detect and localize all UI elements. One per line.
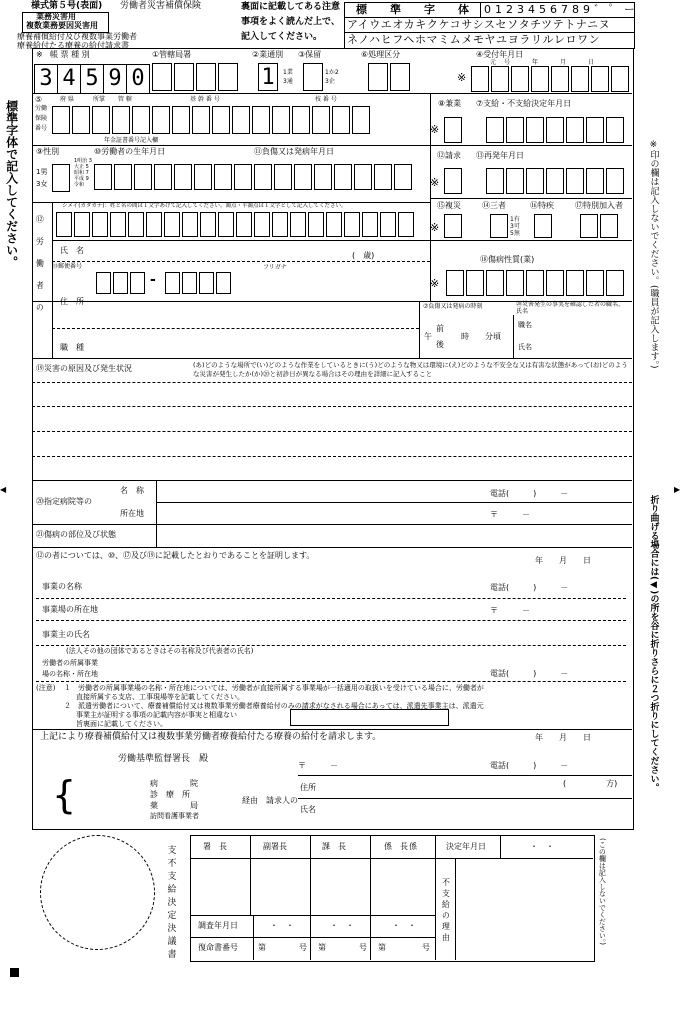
- note-2c: 旨裏面に記載してください。: [76, 720, 167, 728]
- notice-line-2: 事項をよく読んだ上で、: [241, 17, 340, 27]
- fukumei-label: 復命書番号: [198, 943, 238, 952]
- uketsuke-label: ④受付年月日: [476, 50, 524, 59]
- notsu-value-cell[interactable]: 1: [258, 63, 278, 91]
- cert-text: ⑫の者については、⑩、⑰及び⑲に記載したとおりであることを証明します。: [36, 551, 315, 560]
- worker-name-label: 氏 名: [60, 246, 84, 255]
- request-phone: 電話( ) －: [490, 761, 569, 770]
- era-list: 1明治 3大正 5昭和 7平成 9令和: [74, 158, 92, 188]
- kengyo-star: ※: [430, 123, 440, 136]
- corner-mark: [10, 968, 19, 977]
- kengyo-cell[interactable]: [444, 117, 462, 143]
- kengyo-label: ⑧兼業: [438, 99, 462, 108]
- notsu-label: ②業通別: [252, 50, 284, 59]
- col-shoyo: 所掌: [93, 96, 106, 103]
- injury-date-cells[interactable]: [254, 164, 414, 190]
- age-suffix-text: 歳: [363, 251, 372, 260]
- notsu-opt2: 3通: [283, 78, 293, 85]
- note-2-box: [290, 709, 449, 726]
- hoken-label: ③保留: [298, 50, 322, 59]
- uketsuke-star: ※: [457, 71, 467, 84]
- form-number: 様式第５号(表面): [31, 1, 103, 11]
- insurance-row-label-1: 労働: [35, 105, 48, 112]
- decision-side-note: (この欄は記入しないでください。): [598, 838, 607, 945]
- request-keiyu: 経由: [242, 796, 258, 805]
- fold-mark-left: ◀: [0, 485, 7, 494]
- cert-shozoku-1: 労働者の所属事業: [42, 659, 98, 667]
- birth-label: ⑩労働者の生年月日: [94, 147, 166, 156]
- tokutei-label: ⑯特疾: [530, 201, 554, 210]
- note-2b: 事業主が証明する事項の記載内容が事実と相違ない: [76, 711, 237, 719]
- time-ji: 時: [461, 332, 469, 341]
- request-seikyusha-label: 請求人の: [266, 796, 298, 805]
- form-subtitle-2: 療養給付たる療養の給付請求書: [17, 41, 129, 50]
- standard-font-kana-1: アイウエオカキクケコサシスセソタチツテトナニヌ: [347, 18, 611, 31]
- fukumei-dai-3: 第: [378, 943, 386, 952]
- worker-address-label: 住 所: [60, 297, 84, 306]
- uketsuke-cells[interactable]: [471, 66, 631, 92]
- fukusai-star: ※: [430, 221, 440, 234]
- cert-jigyonushi: 事業主の氏名: [42, 630, 90, 639]
- cert-shozoku-phone: 電話( ) －: [490, 669, 569, 678]
- col-kanto: 管 轄: [118, 96, 132, 103]
- confirm-shokumei: 職名: [518, 321, 532, 329]
- cause-desc: (あ)どのような場所で(い)どのような作業をしているときに(う)どのような物又は環境に(え)どのような不安全な又は有害な状態があって(お)どのような災害が発生したか(か)⑳と初診日が異なる場合はその理由を詳細に記入すること: [193, 361, 628, 378]
- decision-col-date: 決定年月日: [446, 842, 486, 851]
- injury-kind-star: ※: [430, 277, 440, 290]
- decision-col-kakaricho: 係 長: [384, 842, 408, 851]
- right-note-star: ※印の欄は記入しないでください。(職員が記入します。): [648, 140, 659, 369]
- fushikyu-reason: 不支給の理由: [441, 878, 451, 944]
- notice-line-3: 記入してください。: [241, 32, 323, 42]
- code-star: ※: [36, 50, 43, 59]
- insurance-section-no: ⑤: [35, 95, 43, 104]
- nenkin-label: 年金証書番号記入欄: [104, 137, 159, 144]
- form-title: 労働者災害補償保険: [120, 1, 202, 11]
- form-subtitle-1: 療養補償給付及び複数事業労働者: [17, 32, 137, 41]
- injury-kind-cells[interactable]: [446, 270, 626, 296]
- tokubetsu-cells[interactable]: [580, 214, 620, 238]
- chosa-dots-1: ・ ・: [270, 921, 294, 930]
- cert-shozoku-2: 場の名称・所在地: [42, 670, 98, 678]
- request-byoin: 病 院: [150, 779, 198, 788]
- kanto-label: ①管轄局署: [152, 50, 192, 59]
- col-eda: 枝 番 号: [315, 96, 337, 103]
- right-fold-note: 折り曲げる場合には(◀)の所を谷に折りさらに２つ折りにしてください。: [648, 495, 659, 793]
- confirm-label: ⑳災害発生の事実を確認した者の職名、氏名: [516, 301, 625, 315]
- note-1b: 直接所属する支店、工事現場等を記載してください。: [76, 693, 244, 701]
- worker-section-label: ⑫労働者の: [35, 215, 45, 325]
- sex-cell[interactable]: [52, 164, 70, 192]
- fukumei-go-3: 号: [422, 943, 430, 952]
- sex-female: 3女: [36, 180, 48, 188]
- tokutei-cell[interactable]: [534, 214, 552, 238]
- insurance-cells[interactable]: [52, 106, 372, 134]
- worker-zip-cells-b[interactable]: [165, 272, 233, 294]
- code-digit-row: [34, 64, 150, 94]
- time-pm-prefix: 午: [424, 332, 432, 341]
- cert-phone: 電話( ) －: [490, 583, 569, 592]
- request-kata: ( 方): [563, 779, 618, 788]
- request-text: 上記により療養補償給付又は複数事業労働者療養給付たる療養の給付を請求します。: [40, 732, 382, 742]
- cert-hojin-note: (法人その他の団体であるときはその名称及び代表者の氏名): [66, 647, 254, 655]
- saihatsu-label: ⑬再発年月日: [476, 151, 524, 160]
- hoken-opt2: 3企: [325, 78, 335, 85]
- cert-jigyo-name: 事業の名称: [42, 582, 82, 591]
- note-1a: １ 労働者の所属事業場の名称・所在地については、労働者が直接所属する事業場が一括適用の取扱いを受けている場合に、労働者が: [64, 684, 484, 692]
- zip-hyphen: -: [150, 272, 156, 288]
- injury-kind-label: ⑱傷病性質(業): [480, 255, 535, 264]
- fukumei-dai-2: 第: [318, 943, 326, 952]
- notice-line-1: 裏面に記載してある注意: [241, 2, 341, 12]
- bracket-left: {: [52, 773, 77, 817]
- insurance-row-label-2: 保険: [35, 115, 48, 122]
- worker-occupation-label: 職 種: [60, 343, 84, 352]
- fukusai-cell[interactable]: [444, 214, 462, 238]
- cert-jigyojo-addr: 事業場の所在地: [42, 605, 98, 614]
- decision-col-kacho: 課 長: [322, 842, 346, 851]
- decision-col-kakari: 係: [409, 842, 417, 851]
- request-office: 労働基準監督署長 殿: [118, 754, 209, 764]
- tokubetsu-label: ⑰特別加入者: [575, 201, 623, 210]
- request-shinryo: 診 療 所: [150, 790, 190, 799]
- hoken-cell[interactable]: [303, 63, 323, 91]
- injury-date-label: ⑪負傷又は発病年月日: [254, 147, 334, 156]
- shikyu-cells[interactable]: [486, 117, 626, 143]
- decision-col-shocho: 署 長: [203, 842, 227, 851]
- time-label: ⑦負傷又は発病の時刻: [423, 303, 483, 310]
- worker-zip-cells-a[interactable]: [96, 272, 147, 294]
- notes-head: (注意): [36, 684, 56, 692]
- request-houmon: 訪問看護事業者: [150, 812, 199, 820]
- code-label: 帳 票 種 別: [50, 50, 90, 59]
- standard-font-label: 標 準 字 体: [356, 3, 475, 16]
- hospital-name-label: 名 称: [120, 486, 144, 495]
- time-gozen: 前: [436, 324, 444, 333]
- birth-cells[interactable]: [94, 164, 254, 190]
- fukumei-go-1: 号: [299, 943, 307, 952]
- hospital-address-label: 所在地: [120, 509, 144, 518]
- cause-label: ⑲災害の原因及び発生状況: [36, 364, 132, 373]
- col-kikan: 基 幹 番 号: [190, 96, 220, 103]
- seikyu-cell[interactable]: [444, 168, 462, 194]
- insurance-row-label-3: 番号: [35, 125, 48, 132]
- injury-part-label: ㉑傷病の部位及び状態: [36, 530, 116, 539]
- code-digit: 0: [127, 64, 150, 94]
- kana-note: シメイ(カタカナ)：姓と名の間は１文字あけて記入してください。濁点・半濁点は１文字として記入してください。: [62, 203, 347, 209]
- cert-date: 年 月 日: [535, 556, 591, 565]
- chosa-label: 調査年月日: [198, 921, 238, 930]
- zip-label: ⑬郵便番号: [52, 263, 83, 270]
- code-digit: 5: [81, 64, 104, 94]
- hospital-zip: 〒 －: [490, 510, 530, 519]
- daisansha-cell[interactable]: [490, 214, 508, 238]
- note-2a: ２ 派遣労働者について、療養補償給付又は複数事業労働者療養給付のみの請求がなされる場合にあっては、派遣先事業主は、派遣元: [64, 702, 484, 710]
- sex-label: ⑨性別: [36, 147, 60, 156]
- request-jusho: 住所: [300, 783, 316, 792]
- notsu-opt1: 1業: [283, 69, 293, 76]
- furigana-label: フリガナ: [263, 264, 287, 271]
- code-digit: 3: [34, 64, 58, 94]
- seikyu-star: ※: [430, 176, 440, 189]
- chosa-dots-3: ・ ・: [392, 921, 416, 930]
- fukumei-dai-1: 第: [258, 943, 266, 952]
- hospital-label: ⑳指定病院等の: [36, 497, 92, 506]
- standard-font-kana-2: ネノハヒフヘホマミムメモヤユヨラリルレロワン: [347, 33, 601, 46]
- sex-male: 1男: [36, 168, 48, 176]
- stamp-circle: [40, 835, 155, 950]
- shori-cells[interactable]: [368, 63, 412, 91]
- decision-title: 支不支給決定決議書: [165, 845, 176, 962]
- request-yakkyoku: 薬 局: [150, 801, 198, 810]
- fukumei-go-2: 号: [359, 943, 367, 952]
- fold-mark-right: ▶: [674, 485, 681, 494]
- col-fuken: 府 県: [60, 96, 74, 103]
- hospital-phone: 電話( ) －: [490, 489, 569, 498]
- request-date: 年 月 日: [535, 733, 591, 742]
- badge-business-disaster: 業務災害用: [36, 12, 76, 21]
- kanto-cells[interactable]: [152, 63, 240, 91]
- badge-multi-business: 複数業務要因災害用: [26, 21, 98, 30]
- hoken-opt1: 1か2: [325, 69, 339, 76]
- shikyu-label: ⑦支給・不支給決定年月日: [476, 99, 572, 108]
- left-vertical-note: 標準字体で記入してください。: [4, 100, 19, 268]
- uketsuke-ym: 元号 年 月 日: [490, 59, 603, 66]
- time-gogo: 後: [436, 340, 444, 349]
- code-digit: 9: [104, 64, 127, 94]
- seikyu-label: ⑫請求: [437, 151, 461, 160]
- time-fun: 分頃: [485, 332, 501, 341]
- shori-label: ⑥処理区分: [361, 50, 401, 59]
- decision-col-fukushocho: 副署長: [263, 842, 287, 851]
- decision-date-dots: ・ ・: [530, 842, 554, 851]
- worker-kana-cells[interactable]: [56, 212, 416, 237]
- cert-zip: 〒 －: [490, 606, 530, 615]
- request-shimei: 氏名: [300, 805, 316, 814]
- standard-font-digits: 0123456789゛゜ー: [484, 3, 639, 16]
- worker-age-suffix: ( 歳): [352, 251, 375, 260]
- request-zip: 〒 －: [298, 761, 338, 770]
- tokutei-opts: 1有 3可 5無: [510, 216, 520, 237]
- saihatsu-cells[interactable]: [486, 168, 626, 194]
- confirm-shimei: 氏名: [518, 343, 532, 351]
- code-digit: 4: [58, 64, 81, 94]
- chosa-dots-2: ・ ・: [330, 921, 354, 930]
- fukusai-label: ⑮複災: [437, 201, 461, 210]
- daisansha-label: ⑭三者: [482, 201, 506, 210]
